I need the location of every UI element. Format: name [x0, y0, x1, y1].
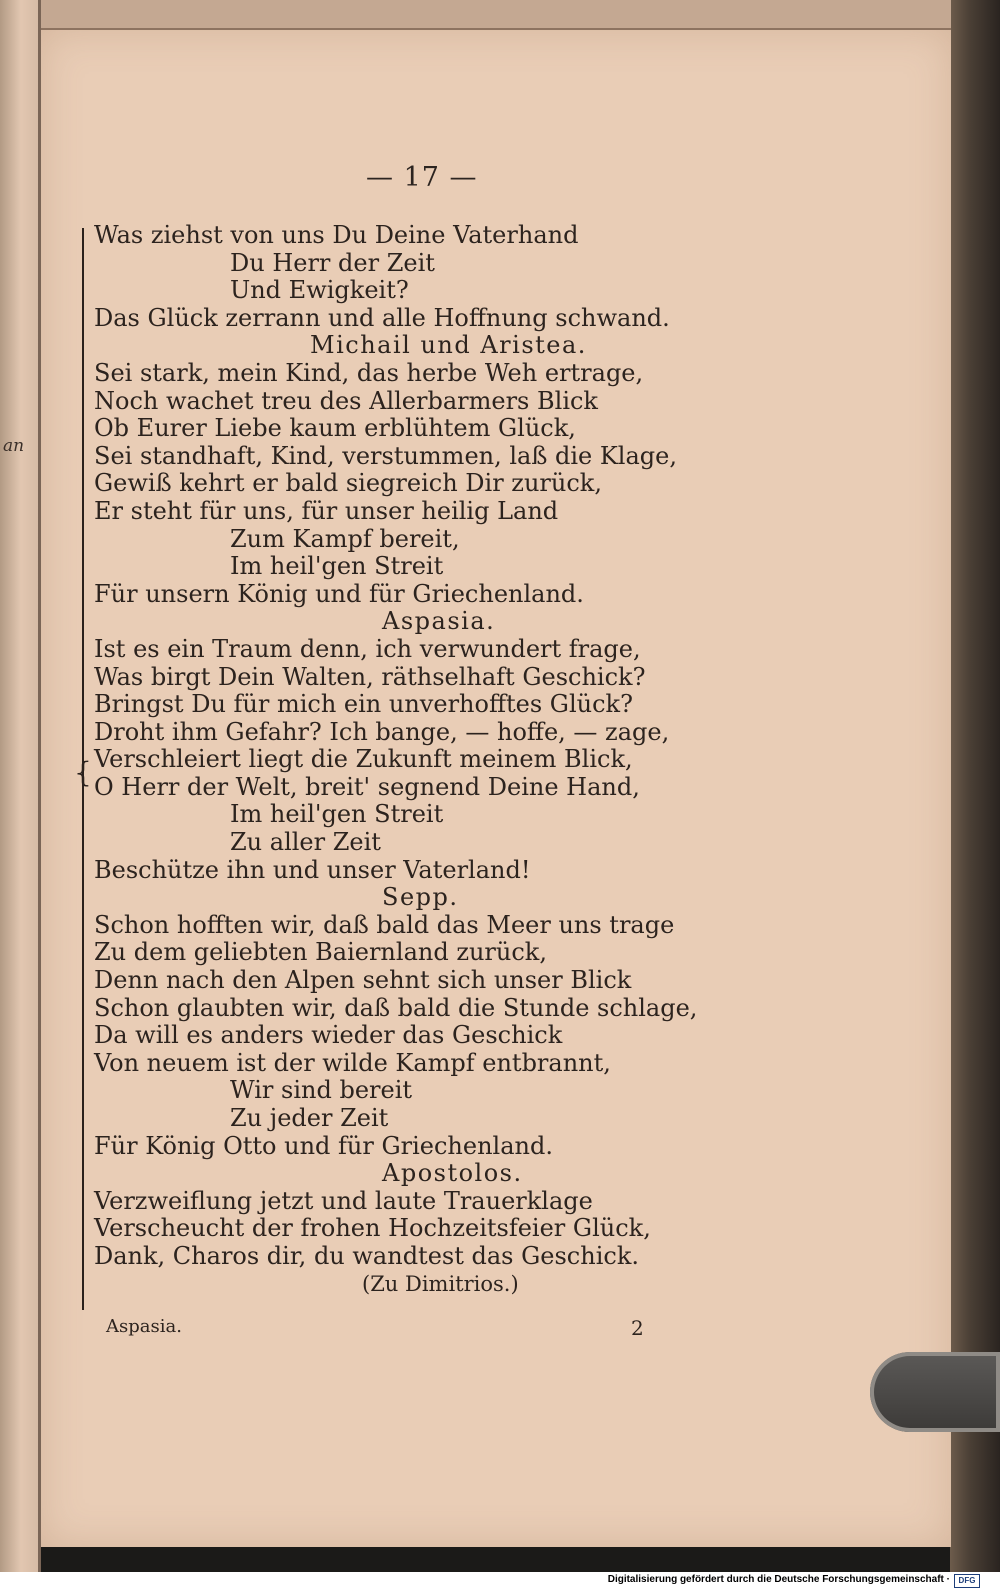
verse-line: Das Glück zerrann und alle Hoffnung schwand.	[94, 303, 670, 332]
right-edge	[950, 0, 1000, 1572]
verse-line: Zu dem geliebten Baiernland zurück,	[94, 938, 547, 967]
footer-signature: Aspasia.	[106, 1316, 182, 1337]
footer-sheet-number: 2	[631, 1316, 644, 1340]
verse-line: Was birgt Dein Walten, räthselhaft Geschick?	[94, 662, 646, 691]
verse-line: Schon glaubten wir, daß bald die Stunde schlage,	[94, 993, 698, 1022]
verse-line: Verschleiert liegt die Zukunft meinem Blick,	[94, 745, 633, 774]
verse-line: Noch wachet treu des Allerbarmers Blick	[94, 386, 598, 415]
indented-verse-line: Zu jeder Zeit	[230, 1104, 389, 1132]
indented-verse-line: Im heil'gen Streit	[230, 552, 444, 581]
verse-line: Für König Otto und für Griechenland.	[94, 1131, 553, 1160]
verse-line: Bringst Du für mich ein unverhofftes Glück?	[94, 690, 633, 719]
verse-line: Verscheucht der frohen Hochzeitsfeier Glück,	[94, 1214, 651, 1243]
verse-line: Dank, Charos dir, du wandtest das Geschick.	[94, 1241, 639, 1270]
speaker-name: Sepp.	[382, 883, 459, 912]
verse-line: Gewiß kehrt er bald siegreich Dir zurück,	[94, 469, 602, 498]
indented-verse-line: Im heil'gen Streit	[230, 800, 444, 829]
page-top-band	[41, 0, 951, 28]
left-page-margin	[0, 0, 38, 1572]
verse-line: Schon hofften wir, daß bald das Meer uns trage	[94, 910, 675, 939]
verse-line: Da will es anders wieder das Geschick	[94, 1021, 563, 1050]
poem-text	[94, 222, 734, 1298]
dfg-logo: DFG	[954, 1574, 980, 1588]
speaker-name: Michail und Aristea.	[310, 331, 587, 360]
verse-line: Von neuem ist der wilde Kampf entbrannt,	[94, 1048, 611, 1077]
verse-line: O Herr der Welt, breit' segnend Deine Hand,	[94, 772, 640, 801]
funding-credit: Digitalisierung gefördert durch die Deutsche Forschungsgemeinschaft ·	[607, 1574, 950, 1585]
indented-verse-line: Und Ewigkeit?	[230, 276, 409, 305]
verse-line: Denn nach den Alpen sehnt sich unser Blick	[94, 966, 632, 995]
verse-line: Was ziehst von uns Du Deine Vaterhand	[94, 221, 579, 249]
indented-verse-line: Du Herr der Zeit	[230, 248, 435, 277]
stage-direction: (Zu Dimitrios.)	[362, 1271, 519, 1296]
verse-line: Sei stark, mein Kind, das herbe Weh ertrage,	[94, 358, 644, 387]
margin-bracket-point: {	[74, 756, 92, 789]
indented-verse-line: Zum Kampf bereit,	[230, 524, 460, 553]
page-clip	[870, 1352, 1000, 1432]
left-page-fragment: an	[3, 436, 25, 456]
speaker-name: Apostolos.	[382, 1159, 523, 1188]
speaker-name: Aspasia.	[382, 607, 496, 636]
verse-line: Ist es ein Traum denn, ich verwundert frage,	[94, 634, 641, 663]
page-number: — 17 —	[366, 162, 478, 193]
verse-line: Für unsern König und für Griechenland.	[94, 579, 584, 608]
verse-line: Droht ihm Gefahr? Ich bange, — hoffe, — zage,	[94, 717, 670, 746]
indented-verse-line: Wir sind bereit	[230, 1076, 413, 1105]
verse-line: Sei standhaft, Kind, verstummen, laß die Klage,	[94, 441, 677, 470]
verse-line: Er steht für uns, für unser heilig Land	[94, 496, 559, 525]
verse-line: Ob Eurer Liebe kaum erblühtem Glück,	[94, 414, 576, 443]
verse-line: Beschütze ihn und unser Vaterland!	[94, 855, 531, 884]
indented-verse-line: Zu aller Zeit	[230, 828, 381, 857]
verse-line: Verzweiflung jetzt und laute Trauerklage	[94, 1186, 593, 1215]
